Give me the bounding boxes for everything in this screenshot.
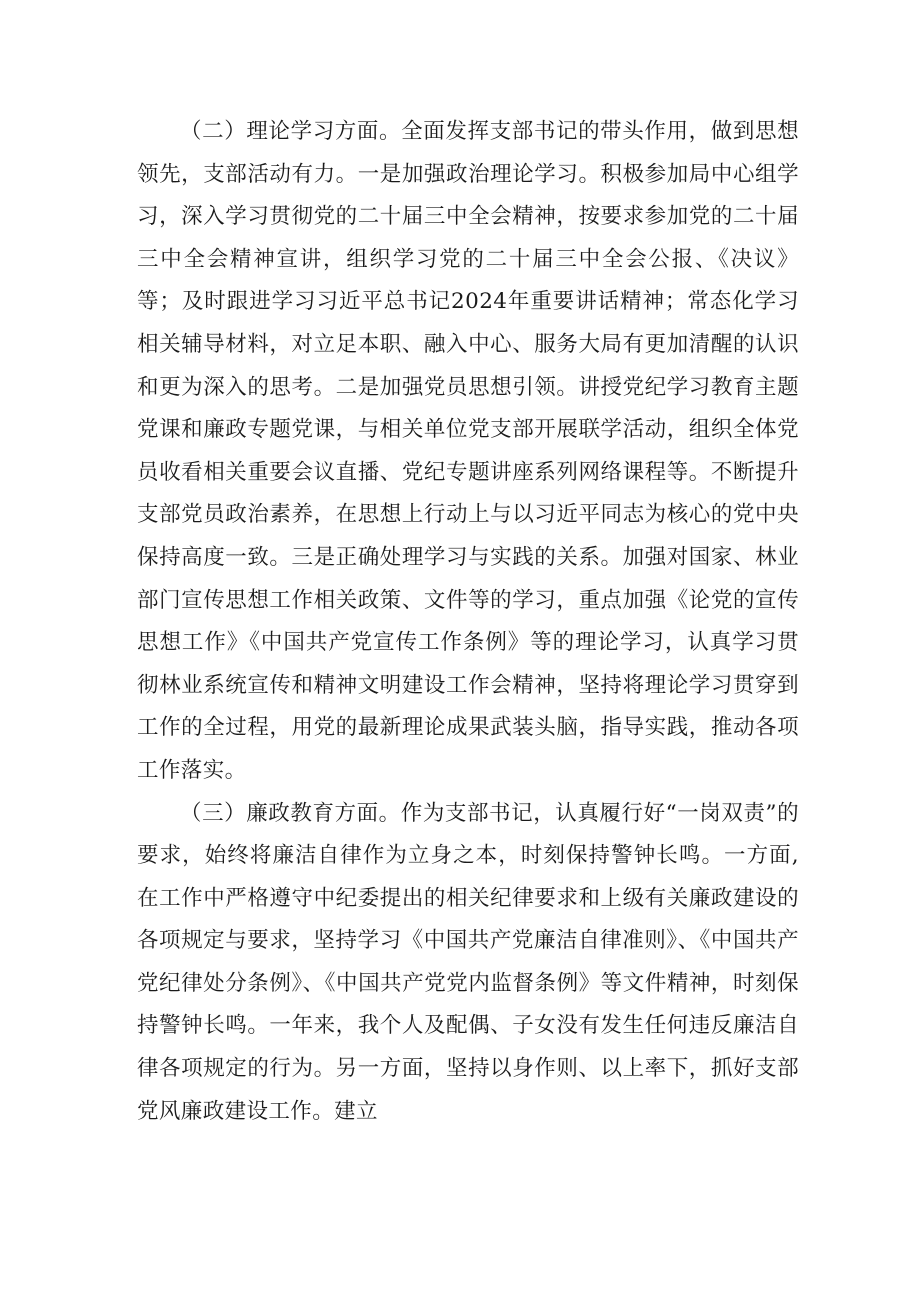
paragraph-theory-study: （二）理论学习方面。全面发挥支部书记的带头作用，做到思想领先，支部活动有力。一是加强政治理论学习。积极参加局中心组学习，深入学习贯彻党的二十届三中全会精神，按要求参加党的二十届三中全会精神宣讲，组织学习党的二十届三中全会公报、《决议》等；及时跟进学习习近平总书记2024年重要讲话精神；常态化学习相关辅导材料，对立足本职、融入中心、服务大局有更加清醒的认识和更为深入的思考。二是加强党员思想引领。讲授党纪学习教育主题党课和廉政专题党课，与相关单位党支部开展联学活动，组织全体党员收看相关重要会议直播、党纪专题讲座系列网络课程等。不断提升支部党员政治素养，在思想上行动上与以习近平同志为核心的党中央保持高度一致。三是正确处理学习与实践的关系。加强对国家、林业部门宣传思想工作相关政策、文件等的学习，重点加强《论党的宣传思想工作》《中国共产党宣传工作条例》等的理论学习，认真学习贯彻林业系统宣传和精神文明建设工作会精神，坚持将理论学习贯穿到工作的全过程，用党的最新理论成果武装头脑，指导实践，推动各项工作落实。 [137, 119, 799, 783]
document-body [137, 111, 799, 1133]
paragraph-integrity-education: （三）廉政教育方面。作为支部书记，认真履行好“一岗双责”的要求，始终将廉洁自律作为立身之本，时刻保持警钟长鸣。一方面,在工作中严格遵守中纪委提出的相关纪律要求和上级有关廉政建设的各项规定与要求，坚持学习《中国共产党廉洁自律准则》、《中国共产党纪律处分条例》、《中国共产党党内监督条例》等文件精神，时刻保持警钟长鸣。一年来，我个人及配偶、子女没有发生任何违反廉洁自律各项规定的行为。另一方面，坚持以身作则、以上率下，抓好支部党风廉政建设工作。建立 [137, 800, 799, 1124]
